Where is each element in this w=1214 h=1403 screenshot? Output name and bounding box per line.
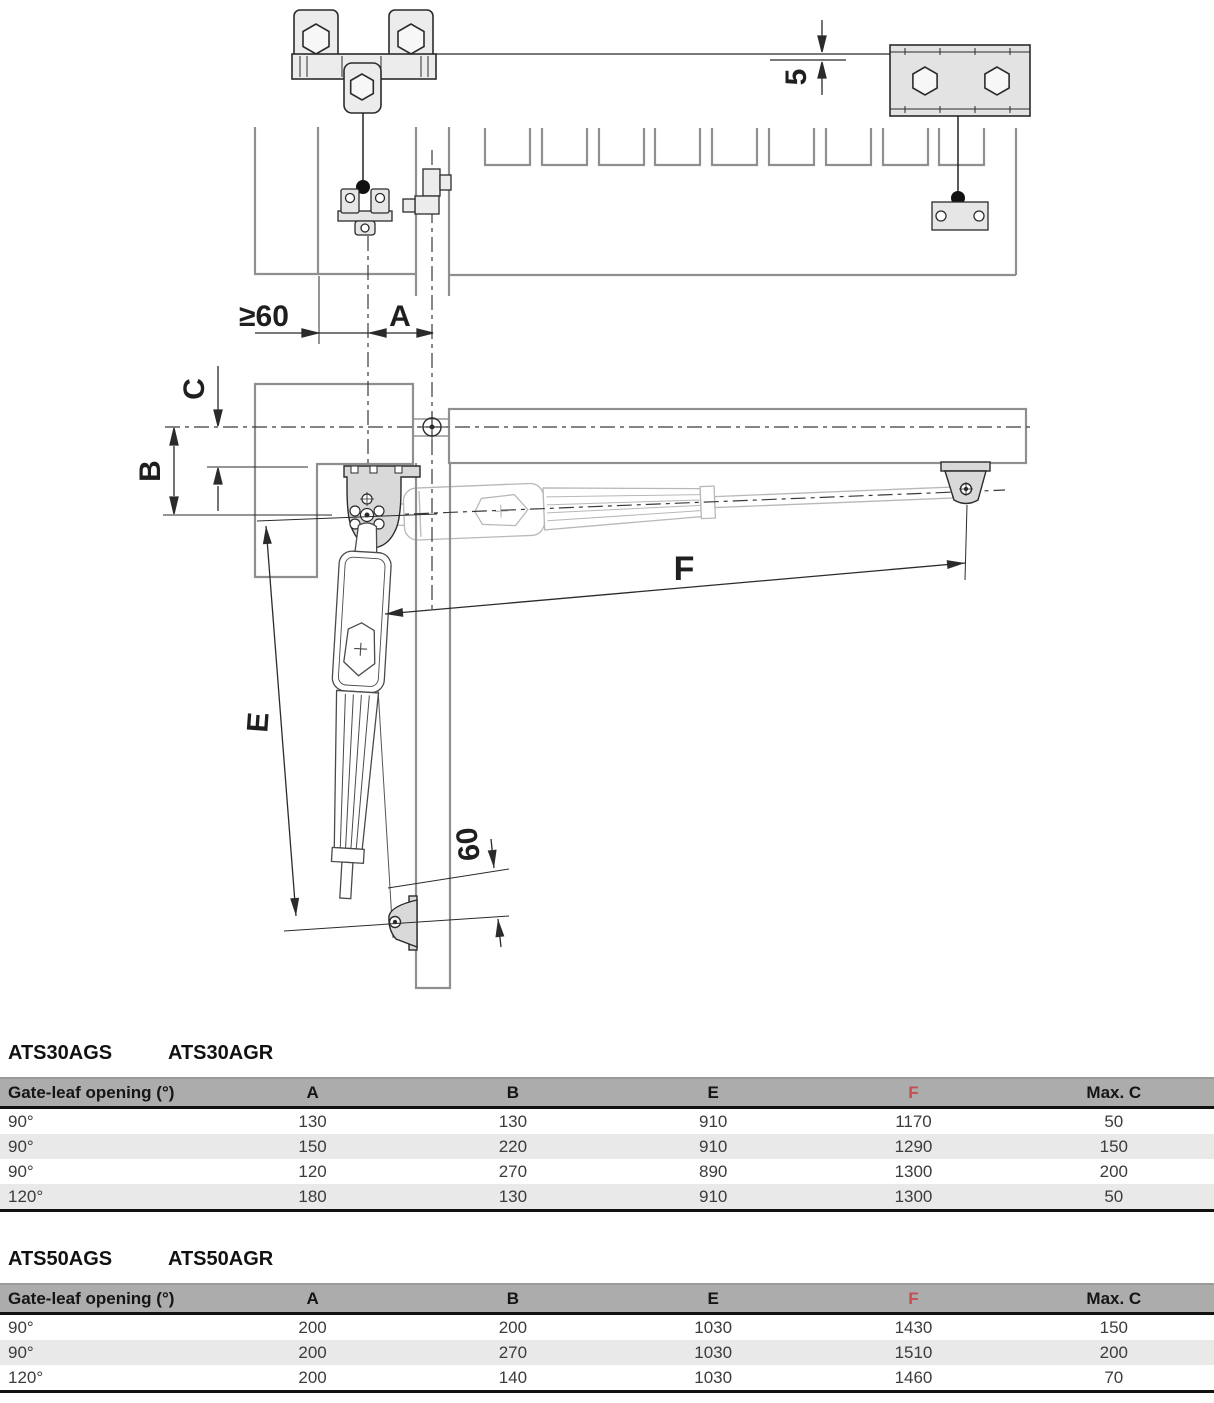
spec-table-ats30 (0, 1077, 1214, 1212)
col-header-opening: Gate-leaf opening (°) (0, 1078, 212, 1108)
model-names-ats30 (0, 1042, 1214, 1065)
col-header-opening: Gate-leaf opening (°) (0, 1284, 212, 1314)
actuator-rod (340, 862, 353, 899)
gate-bars (485, 128, 984, 165)
centerlines (165, 150, 1035, 612)
dimensions (163, 20, 967, 947)
rear-bracket-mounted (338, 189, 392, 235)
table-row: 90° 200 200 1030 1430 150 (8, 1317, 1128, 1337)
dim-e-label: E (241, 711, 276, 734)
rear-bracket-detail (292, 10, 436, 113)
spec-table-ats50 (0, 1283, 1214, 1393)
dim-60-label: 60 (450, 825, 487, 863)
col-header-e: E (613, 1284, 813, 1314)
gate-leaf-open-plan (416, 463, 450, 988)
table-row: 120° 200 140 1030 1460 70 (8, 1367, 1124, 1387)
model-label: ATS50AGR (168, 1248, 274, 1270)
dim-b-label: B (134, 460, 167, 482)
hex-bolt-icon (398, 24, 424, 54)
hex-bolt-icon (985, 67, 1009, 95)
hex-bolt-icon (303, 24, 329, 54)
model-label: ATS30AGS (8, 1042, 113, 1064)
table-row: 90° 120 270 890 1300 200 (8, 1161, 1128, 1181)
col-header-maxc: Max. C (1014, 1078, 1214, 1108)
dim-5-label: 5 (780, 68, 813, 86)
gate-frame-outline (449, 128, 1016, 275)
col-header-e: E (613, 1078, 813, 1108)
gate-leaf-closed-plan (449, 409, 1026, 463)
table-header-row (0, 1284, 1214, 1314)
table-row: 120° 180 130 910 1300 50 (0, 1184, 1214, 1211)
dim-a-label: A (389, 300, 411, 333)
actuator-rear-fork (355, 522, 379, 554)
col-header-f: F (813, 1078, 1013, 1108)
dim-f-label: F (673, 550, 695, 588)
table-row: 90° 130 130 910 1170 50 (8, 1111, 1124, 1131)
dim-c-label: C (178, 378, 211, 400)
col-header-b: B (413, 1078, 613, 1108)
table-header-row (0, 1078, 1214, 1108)
table-row: 90° 150 220 910 1290 150 (0, 1134, 1214, 1159)
dim-ge60-label: ≥60 (239, 300, 289, 333)
detail-leader-left (356, 113, 370, 194)
col-header-f: F (813, 1284, 1013, 1314)
detail-leader-right (951, 116, 965, 205)
col-header-a: A (212, 1078, 412, 1108)
hinge-blocks (403, 169, 451, 214)
model-label: ATS50AGS (8, 1248, 113, 1270)
front-plate-detail (890, 45, 1030, 116)
actuator-open (319, 521, 393, 899)
actuator-closed-ghost (374, 467, 954, 542)
hex-bolt-icon (913, 67, 937, 95)
table-row: 90° 200 270 1030 1510 200 (0, 1340, 1214, 1365)
model-label: ATS30AGR (168, 1042, 274, 1064)
hex-bolt-icon (351, 74, 374, 100)
front-bracket-mounted (932, 202, 988, 230)
col-header-maxc: Max. C (1014, 1284, 1214, 1314)
hinge-symbol (413, 413, 449, 441)
col-header-a: A (212, 1284, 412, 1314)
col-header-b: B (413, 1284, 613, 1314)
model-names-ats50 (0, 1248, 1214, 1271)
